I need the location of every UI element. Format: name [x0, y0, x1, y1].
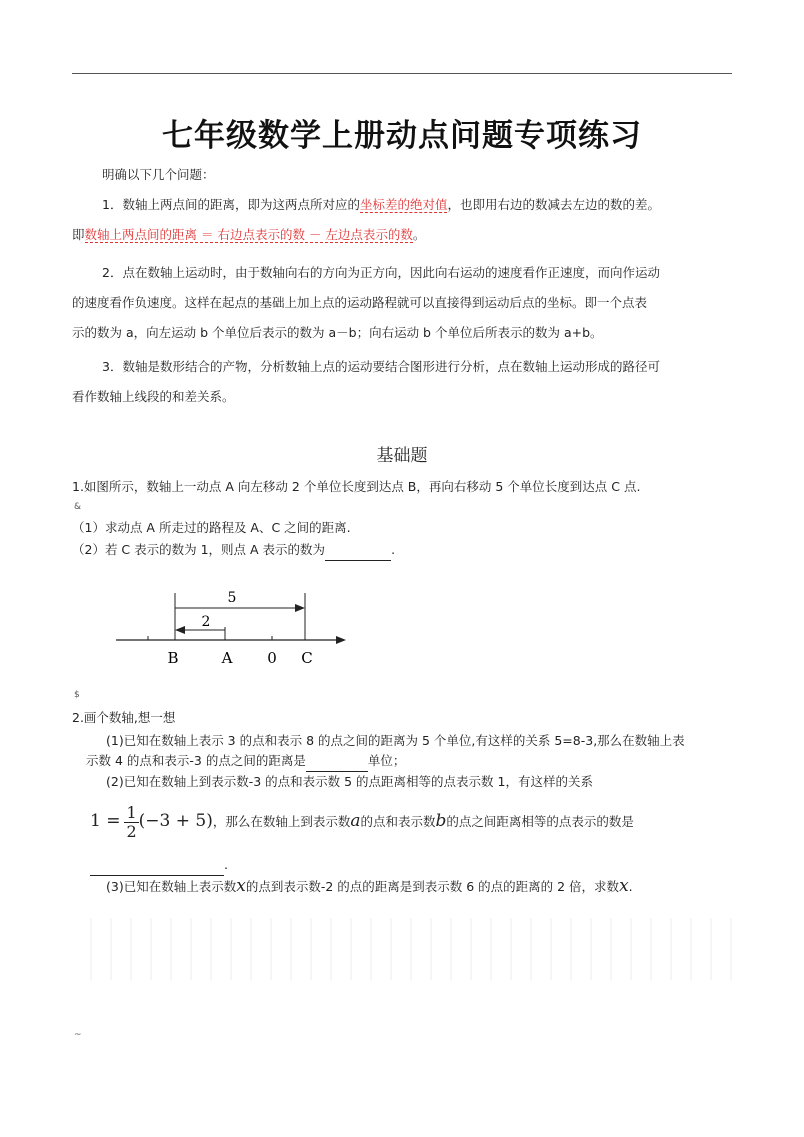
q1-mark: &: [74, 502, 82, 512]
q2-s3-text-a: (3)已知在数轴上表示数: [106, 879, 237, 894]
scan-artifact-band: [72, 918, 732, 980]
p1-text-b: ，也即用右边的数减去左边的数的差。: [447, 197, 660, 212]
q1-answer-blank[interactable]: [325, 540, 391, 561]
p2-line-1: 2．点在数轴上运动时，由于数轴向右的方向为正方向，因此向右运动的速度看作正速度，而向作运动: [102, 265, 660, 280]
arrow-5-head: [295, 604, 305, 612]
arrow-2-head: [175, 626, 185, 634]
label-2: 2: [201, 614, 211, 630]
point-label-b: B: [167, 649, 179, 667]
p2-line-2: 的速度看作负速度。这样在起点的基础上加上点的运动路程就可以直接得到运动后点的坐标。即一个点表: [72, 295, 648, 310]
number-line-figure: [110, 585, 360, 675]
p1-text-d: 。: [412, 227, 426, 242]
axis-arrow: [336, 636, 346, 644]
q1-sub-2: [72, 540, 395, 561]
q2-s3-end: .: [628, 879, 633, 894]
eq-left: 1 =: [90, 811, 121, 831]
q2-s2-end: .: [224, 857, 228, 872]
var-a: a: [350, 811, 361, 831]
intro-lead: [72, 160, 737, 190]
footer-mark: ~: [74, 1030, 82, 1040]
p1-highlight: 坐标差的绝对值: [359, 197, 448, 212]
q2-s2-blank[interactable]: [90, 855, 224, 876]
point-label-c: C: [301, 649, 313, 667]
point-label-a: A: [221, 649, 233, 667]
q2-s2-text-c: 的点之间距离相等的点表示的数是: [446, 814, 634, 829]
var-x: x: [236, 876, 246, 896]
q1-sub-2-text: （2）若 C 表示的数为 1，则点 A 表示的数为: [72, 542, 326, 557]
q2-s1-text-b: 单位；: [367, 753, 406, 768]
page-title: 七年级数学上册动点问题专项练习: [162, 118, 642, 154]
frac-numerator: 1: [126, 803, 137, 822]
point-label-0: 0: [267, 649, 277, 667]
q1-sub-2-end: .: [391, 542, 396, 557]
q2-s2-line-1: (2)已知在数轴上到表示数-3 的点和表示数 5 的点距离相等的点表示数 1，有这样的关系: [106, 774, 593, 789]
var-b: b: [435, 811, 447, 831]
p1-formula: 数轴上两点间的距离 ＝ 右边点表示的数 － 左边点表示的数: [84, 227, 413, 242]
intro-point-1: [72, 190, 737, 250]
q1-stem: 1.如图所示，数轴上一动点 A 向左移动 2 个单位长度到达点 B，再向右移动 5 个单位长度到达点 C 点.: [72, 479, 641, 494]
q2-s1-line-2: [86, 751, 405, 772]
q2-s1-text-a: 示数 4 的点和表示-3 的点之间的距离是: [86, 753, 306, 768]
q2-s2-line-3: [90, 855, 228, 876]
q2-s3-text-b: 的点到表示数-2 的点的距离是到表示数 6 的点的距离的 2 倍，求数: [245, 879, 620, 894]
top-rule: [72, 73, 732, 74]
intro-point-3: [72, 352, 737, 412]
q2-s3-line: [106, 874, 633, 899]
section-heading: 基础题: [376, 446, 428, 466]
label-5: 5: [227, 590, 237, 606]
p3-line-1: 3．数轴是数形结合的产物，分析数轴上点的运动要结合图形进行分析，点在数轴上运动形成的路径可: [102, 359, 660, 374]
q2-s2-text-b: 的点和表示数: [360, 814, 436, 829]
var-x-2: x: [619, 876, 629, 896]
q2-s2-line-2: [90, 800, 634, 843]
p1-text-a: 1．数轴上两点间的距离，即为这两点所对应的: [102, 197, 360, 212]
eq-fraction: [124, 804, 138, 841]
p3-line-2: 看作数轴上线段的和差关系。: [72, 389, 235, 404]
q2-stem: 2.画个数轴,想一想: [72, 710, 176, 725]
frac-denominator: 2: [126, 822, 137, 841]
eq-right: (−3 + 5): [138, 811, 213, 831]
q2-s1-line-1: (1)已知在数轴上表示 3 的点和表示 8 的点之间的距离为 5 个单位,有这样的关系 5=8-3,那么在数轴上表: [106, 733, 685, 748]
q2-s2-text-a: ，那么在数轴上到表示数: [212, 814, 351, 829]
p1-text-c: 即: [72, 227, 85, 242]
q2-s1-blank[interactable]: [306, 751, 368, 772]
intro-lead-text: 明确以下几个问题：: [102, 167, 215, 182]
p2-line-3: 示的数为 a，向左运动 b 个单位后表示的数为 a－b；向右运动 b 个单位后所表示的数为 a+b。: [72, 325, 603, 340]
q1-sub-1: （1）求动点 A 所走过的路程及 A、C 之间的距离.: [72, 520, 351, 535]
q1-mark-2: $: [74, 690, 80, 700]
intro-point-2: [72, 258, 737, 348]
